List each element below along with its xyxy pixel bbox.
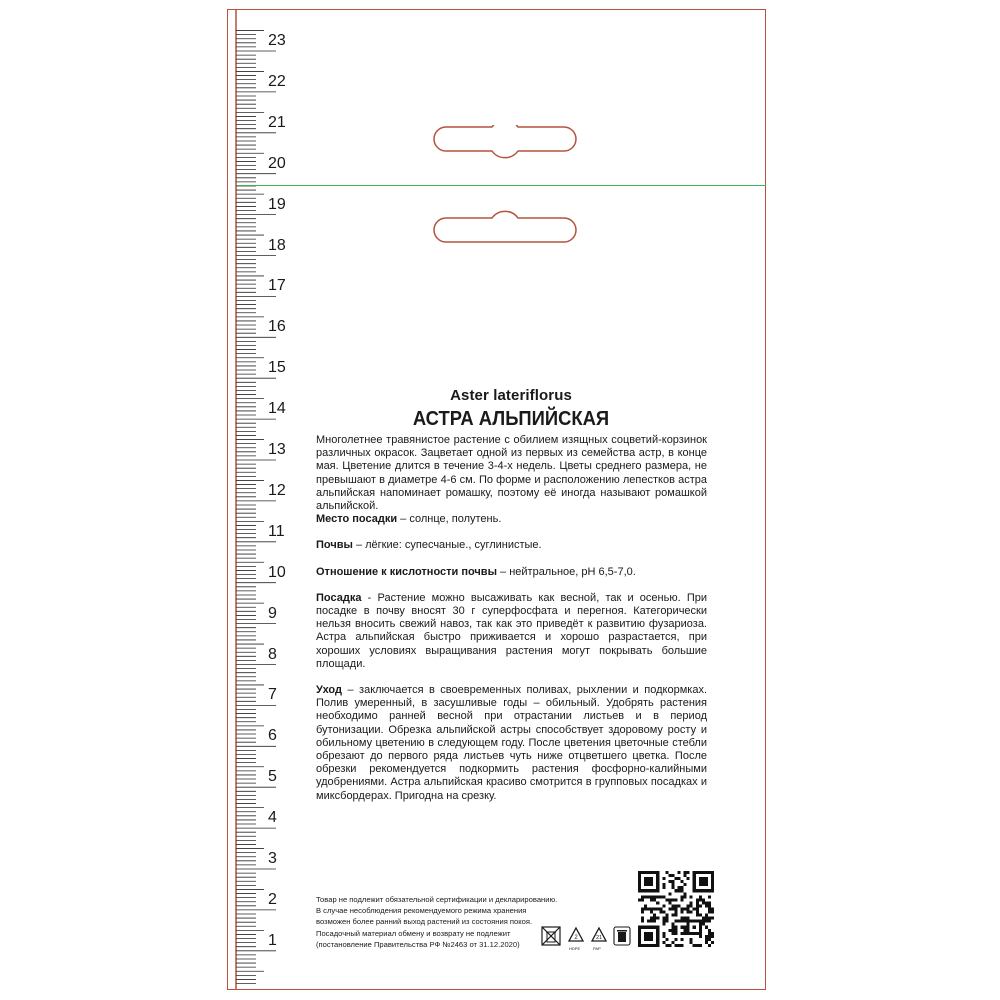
soil-text: – лёгкие: супесчаные., суглинистые. <box>352 539 542 552</box>
ruler-number: 11 <box>268 522 285 540</box>
ruler-number: 22 <box>268 72 286 90</box>
description <box>316 434 707 803</box>
soil-paragraph <box>316 539 707 552</box>
ruler-number: 15 <box>268 359 286 377</box>
recycle-pap-icon <box>590 926 608 944</box>
ruler-number: 5 <box>268 768 277 786</box>
recycle-hdpe-icon <box>567 926 585 944</box>
ruler-number: 1 <box>268 931 277 949</box>
legal-line: Посадочный материал обмену и возврату не подлежит <box>316 928 511 938</box>
care-paragraph <box>316 684 707 803</box>
ruler-number: 7 <box>268 686 277 704</box>
ruler-number: 2 <box>268 890 277 908</box>
ruler-number: 10 <box>268 563 286 581</box>
title-block <box>316 386 706 432</box>
care-heading: Уход <box>316 684 342 697</box>
location-paragraph <box>316 513 707 526</box>
bin-icon <box>613 926 631 946</box>
ruler-number: 9 <box>268 604 277 622</box>
acidity-heading: Отношение к кислотности почвы <box>316 565 497 578</box>
legal-line: В случае несоблюдения рекомендуемого режима хранения <box>316 906 527 916</box>
intro-paragraph: Многолетнее травянистое растение с обилием изящных соцветий-корзинок различных окрасок. Зацветает одной из первых из семейства астр, в конце мая. Цветение длится в течение 3-4-х недель. Цветы среднего размера, не превышают в диаметре 4-6 см. По форме и расположению лепестков астра альпийская напоминает ромашку, поэтому её иногда называют ромашкой альпийской. <box>316 434 707 513</box>
qr-code <box>638 871 714 947</box>
ruler-number: 8 <box>268 645 277 663</box>
svg-text:2: 2 <box>574 935 578 941</box>
acidity-paragraph <box>316 566 707 579</box>
ruler-number: 3 <box>268 850 277 867</box>
latin-name: Aster lateriflorus <box>450 387 572 404</box>
eco-icons <box>541 926 633 950</box>
ruler-number: 21 <box>268 113 286 131</box>
legal-notice <box>316 894 566 950</box>
ruler-number: 13 <box>268 441 286 458</box>
ruler-number: 6 <box>268 727 277 745</box>
product-title: АСТРА АЛЬПИЙСКАЯ <box>412 408 610 430</box>
hdpe-label: HDPE <box>569 946 581 951</box>
planting-paragraph <box>316 592 707 671</box>
care-text: – заключается в своевременных поливах, рыхлении и подкормках. Полив умеренный, в засушливые годы – обильный. Удобрять растения необходимо ранней весной при отрастании листьев и в период бутонизации. Обрезка альпийской астры способствует здоровому росту и обильному цветению в следующем году. После цветения цветочные стебли обрезают до первого ряда листьев чуть ниже отцветшего цветка. После обрезки рекомендуется подкормить растения фосфорно-калийными удобрениями. Астра альпийская красиво смотрится в групповых посадках и миксбордерах. Пригодна на срезку. <box>316 684 707 802</box>
svg-text:21: 21 <box>595 935 603 941</box>
location-heading: Место посадки <box>316 513 398 526</box>
ruler-number: 20 <box>268 154 286 172</box>
ruler-number: 4 <box>268 809 277 827</box>
ruler-number: 23 <box>268 32 286 49</box>
soil-heading: Почвы <box>316 539 353 552</box>
planting-text: - Растение можно высаживать как весной, так и осенью. При посадке в почву вносят 30 г суперфосфата и перегноя. Категорически нельзя вносить свежий навоз, так как это приведёт к развитию фузариоза. Астра альпийская быстро приживается и хорошо разрастается, при хороших условиях выращивания растения могут покрывать большие площади. <box>316 591 707 670</box>
planting-heading: Посадка <box>316 591 362 604</box>
ruler-number: 17 <box>268 277 286 295</box>
hang-tab-upper <box>432 125 578 165</box>
location-text: – солнце, полутень. <box>397 513 502 526</box>
legal-line: возможен более ранний выход растений из состояния покоя. <box>316 917 533 927</box>
acidity-text: – нейтральное, pH 6,5-7,0. <box>496 565 636 578</box>
fold-line <box>237 185 766 186</box>
legal-line: (постановление Правительства РФ №2463 от 31.12.2020) <box>316 939 520 949</box>
hang-tab-lower <box>432 206 578 248</box>
ruler-number: 12 <box>268 481 286 499</box>
ruler-number: 16 <box>268 318 286 336</box>
ruler-number: 19 <box>268 195 286 213</box>
legal-line: Товар не подлежит обязательной сертификации и декларированию. <box>316 895 558 904</box>
ruler-number: 14 <box>268 400 286 418</box>
no-trash-icon <box>541 926 561 946</box>
ruler-number: 18 <box>268 236 286 254</box>
pap-label: PAP <box>593 946 601 951</box>
